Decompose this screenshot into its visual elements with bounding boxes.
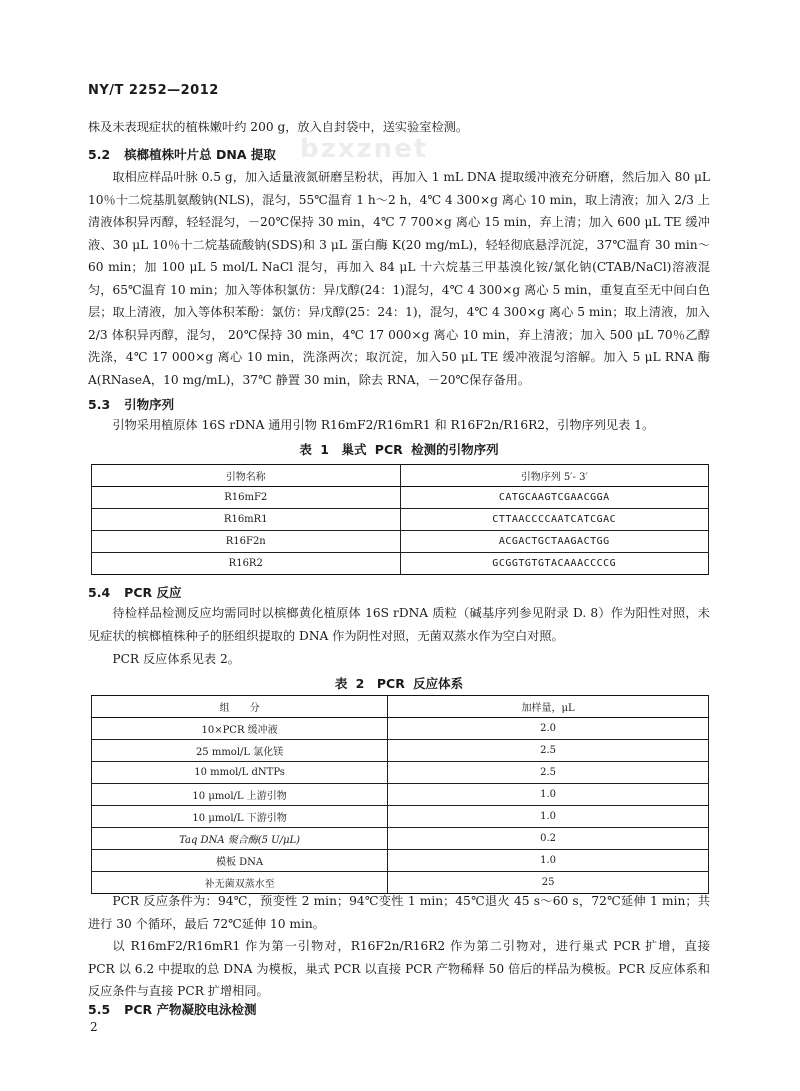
table-row [92,509,709,531]
volume: 1.0 [388,784,709,806]
volume: 1.0 [388,806,709,828]
primer-sequence-table [91,464,709,575]
component: 10 mmol/L dNTPs [92,762,388,784]
table-2-caption: 表 2 PCR 反应体系 [334,676,464,691]
intro-line: 株及未表现症状的植株嫩叶约 200 g，放入自封袋中，送实验室检测。 [88,120,469,134]
table-row [92,762,709,784]
table-row [92,718,709,740]
section-number: 5.5 [88,1002,111,1017]
table-header: 组 分 [92,696,388,718]
section-5-5-heading [88,1000,256,1018]
table-header: 加样量，μL [388,696,709,718]
section-title: 槟榔植株叶片总 DNA 提取 [124,147,276,162]
table-row [92,850,709,872]
component: 10×PCR 缓冲液 [92,718,388,740]
section-5-4-table-ref: PCR 反应体系见表 2。 [112,652,240,666]
primer-name: R16mF2 [92,487,401,509]
primer-sequence: GCGGTGTGTACAAACCCCG [400,553,709,575]
table-1-caption: 表 1 巢式 PCR 检测的引物序列 [299,442,499,457]
section-5-3-body: 引物采用植原体 16S rDNA 通用引物 R16mF2/R16mR1 和 R16F2n/R16R2，引物序列见表 1。 [112,418,655,432]
primer-sequence: CTTAACCCCAATCATCGAC [400,509,709,531]
component: Taq DNA 聚合酶(5 U/μL) [92,828,388,850]
section-title: PCR 反应 [124,585,182,600]
component: 补无菌双蒸水至 [92,872,388,894]
volume: 25 [388,872,709,894]
section-5-2-body: 取相应样品叶脉 0.5 g，加入适量液氮研磨呈粉状，再加入 1 mL DNA 提取缓冲液充分研磨，然后加入 80 μL 10％十二烷基肌氨酸钠(NLS)，混匀，55℃温育 1 h～2 h，4℃ 4 300×g 离心 10 min，取上清液；加入 2/3 上清液体积异丙醇，轻轻混匀，－20℃保持 30 min，4℃ 7 700×g 离心 15 min，弃上清；加入 600 μL TE 缓冲液、30 μL 10％十二烷基硫酸钠(SDS)和 3 μL 蛋白酶 K(20 mg/mL)，轻轻彻底悬浮沉淀，37℃温育 30 min～60 min；加 100 μL 5 mol/L NaCl 混匀，再加入 84 μL 十六烷基三甲基溴化铵/氯化钠(CTAB/NaCl)溶液混匀，65℃温育 10 min；加入等体积氯仿：异戊醇(24：1)混匀，4℃ 4 300×g 离心 5 min，重复直至无中间白色层；取上清液，加入等体积苯酚：氯仿：异戊醇(25：24：1)，混匀，4℃ 4 300×g 离心 5 min；取上清液，加入 2/3 体积异丙醇，混匀， 20℃保持 30 min，4℃ 17 000×g 离心 10 min，弃上清液；加入 500 μL 70％乙醇洗涤，4℃ 17 000×g 离心 10 min，洗涤两次；取沉淀，加入50 μL TE 缓冲液混匀溶解。加入 5 μL RNA 酶 A(RNaseA，10 mg/mL)，37℃ 静置 30 min，除去 RNA，－20℃保存备用。 [88,170,710,387]
section-5-4-body: 待检样品检测反应均需同时以槟榔黄化植原体 16S rDNA 质粒（碱基序列参见附录 D. 8）作为阳性对照，未见症状的槟榔植株种子的胚组织提取的 DNA 作为阴性对照，无菌双蒸水作为空白对照。 [88,606,710,643]
table-header: 引物序列 5′- 3′ [400,465,709,487]
section-number: 5.4 [88,585,111,600]
watermark: bzxznet [300,134,429,164]
section-number: 5.3 [88,397,111,412]
section-5-2-heading [88,145,276,163]
section-number: 5.2 [88,147,111,162]
component: 10 μmol/L 下游引物 [92,806,388,828]
primer-sequence: ACGACTGCTAAGACTGG [400,531,709,553]
nested-pcr-text: 以 R16mF2/R16mR1 作为第一引物对，R16F2n/R16R2 作为第二引物对，进行巢式 PCR 扩增，直接 PCR 以 6.2 中提取的总 DNA 为模板，巢式 PCR 以直接 PCR 产物稀释 50 倍后的样品为模板。PCR 反应体系和反应条件与直接 PCR 扩增相同。 [88,939,710,998]
table-row [92,487,709,509]
volume: 0.2 [388,828,709,850]
table-row [92,531,709,553]
table-row [92,740,709,762]
primer-name: R16R2 [92,553,401,575]
pcr-reaction-table [91,695,709,894]
section-5-4-heading [88,583,181,601]
page-number: 2 [90,1020,98,1034]
pcr-conditions-text: PCR 反应条件为：94℃，预变性 2 min；94℃变性 1 min；45℃退火 45 s～60 s，72℃延伸 1 min；共进行 30 个循环，最后 72℃延伸 10 min。 [88,894,710,931]
primer-name: R16F2n [92,531,401,553]
table-row [92,828,709,850]
table-header: 引物名称 [92,465,401,487]
primer-name: R16mR1 [92,509,401,531]
component: 模板 DNA [92,850,388,872]
section-5-3-heading [88,395,174,413]
volume: 1.0 [388,850,709,872]
component: 10 μmol/L 上游引物 [92,784,388,806]
section-title: 引物序列 [124,397,175,412]
section-title: PCR 产物凝胶电泳检测 [124,1002,257,1017]
table-row [92,806,709,828]
component: 25 mmol/L 氯化镁 [92,740,388,762]
volume: 2.5 [388,762,709,784]
volume: 2.0 [388,718,709,740]
table-row [92,784,709,806]
table-row [92,553,709,575]
primer-sequence: CATGCAAGTCGAACGGA [400,487,709,509]
volume: 2.5 [388,740,709,762]
standard-number-header: NY/T 2252—2012 [88,83,219,98]
